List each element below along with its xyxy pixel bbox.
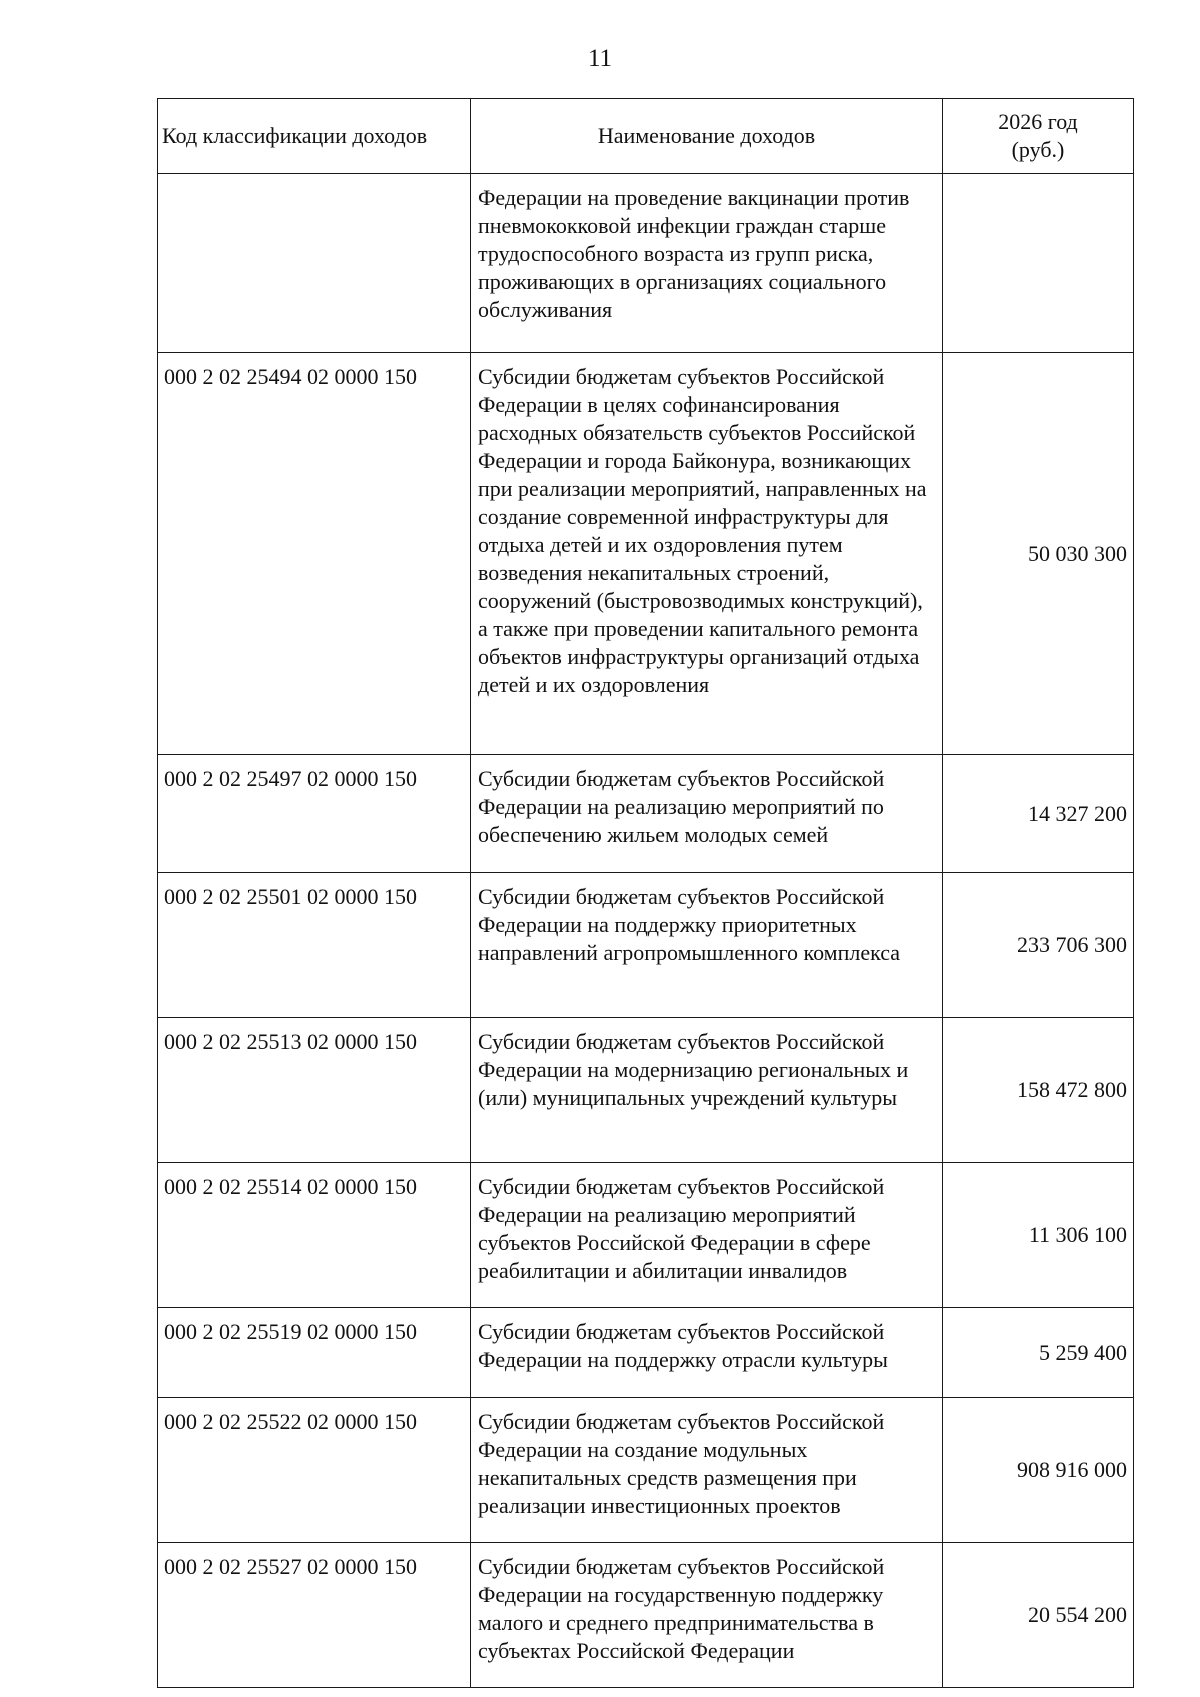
row-code: 000 2 02 25514 02 0000 150 xyxy=(158,1163,471,1308)
row-name: Субсидии бюджетам субъектов Российской Федерации на создание модульных некапитальных средств размещения при реализации инвестиционных проектов xyxy=(471,1398,943,1543)
header-amount-unit: (руб.) xyxy=(1011,137,1065,162)
table-row xyxy=(158,1308,1134,1398)
row-amount: 158 472 800 xyxy=(943,1018,1134,1163)
row-code: 000 2 02 25494 02 0000 150 xyxy=(158,353,471,755)
row-name: Субсидии бюджетам субъектов Российской Федерации на реализацию мероприятий по обеспечению жильем молодых семей xyxy=(471,755,943,873)
header-amount xyxy=(943,99,1134,174)
row-name: Субсидии бюджетам субъектов Российской Федерации на реализацию мероприятий субъектов Российской Федерации в сфере реабилитации и абилитации инвалидов xyxy=(471,1163,943,1308)
header-name: Наименование доходов xyxy=(471,99,943,174)
row-amount: 908 916 000 xyxy=(943,1398,1134,1543)
table-row xyxy=(158,353,1134,755)
header-row xyxy=(158,99,1134,174)
row-code: 000 2 02 25522 02 0000 150 xyxy=(158,1398,471,1543)
page-number: 11 xyxy=(587,45,613,72)
row-amount: 11 306 100 xyxy=(943,1163,1134,1308)
row-code: 000 2 02 25519 02 0000 150 xyxy=(158,1308,471,1398)
table-row xyxy=(158,1398,1134,1543)
row-amount: 5 259 400 xyxy=(943,1308,1134,1398)
row-name: Федерации на проведение вакцинации против пневмококковой инфекции граждан старше трудоспособного возраста из групп риска, проживающих в организациях социального обслуживания xyxy=(471,174,943,353)
row-name: Субсидии бюджетам субъектов Российской Федерации на государственную поддержку малого и среднего предпринимательства в субъектах Российской Федерации xyxy=(471,1543,943,1688)
row-code: 000 2 02 25527 02 0000 150 xyxy=(158,1543,471,1688)
row-amount: 14 327 200 xyxy=(943,755,1134,873)
header-amount-year: 2026 год xyxy=(998,109,1078,134)
table-row xyxy=(158,873,1134,1018)
row-code: 000 2 02 25513 02 0000 150 xyxy=(158,1018,471,1163)
row-name: Субсидии бюджетам субъектов Российской Федерации в целях софинансирования расходных обязательств субъектов Российской Федерации и города Байконура, возникающих при реализации мероприятий, направленных на создание современной инфраструктуры для отдыха детей и их оздоровления путем возведения некапитальных строений, сооружений (быстровозводимых конструкций), а также при проведении капитального ремонта объектов инфраструктуры организаций отдыха детей и их оздоровления xyxy=(471,353,943,755)
table-row xyxy=(158,1163,1134,1308)
row-code xyxy=(158,174,471,353)
table-row xyxy=(158,1018,1134,1163)
revenue-table xyxy=(157,98,1134,1688)
table-row-continuation xyxy=(158,174,1134,353)
row-amount: 50 030 300 xyxy=(943,353,1134,755)
row-amount: 233 706 300 xyxy=(943,873,1134,1018)
row-name: Субсидии бюджетам субъектов Российской Федерации на поддержку приоритетных направлений агропромышленного комплекса xyxy=(471,873,943,1018)
table-row xyxy=(158,1543,1134,1688)
row-name: Субсидии бюджетам субъектов Российской Федерации на поддержку отрасли культуры xyxy=(471,1308,943,1398)
row-amount xyxy=(943,174,1134,353)
row-amount: 20 554 200 xyxy=(943,1543,1134,1688)
header-code: Код классификации доходов xyxy=(158,99,471,174)
row-code: 000 2 02 25497 02 0000 150 xyxy=(158,755,471,873)
row-code: 000 2 02 25501 02 0000 150 xyxy=(158,873,471,1018)
table-header xyxy=(158,99,1134,174)
table-row xyxy=(158,755,1134,873)
row-name: Субсидии бюджетам субъектов Российской Федерации на модернизацию региональных и (или) муниципальных учреждений культуры xyxy=(471,1018,943,1163)
table-body xyxy=(158,174,1134,1688)
